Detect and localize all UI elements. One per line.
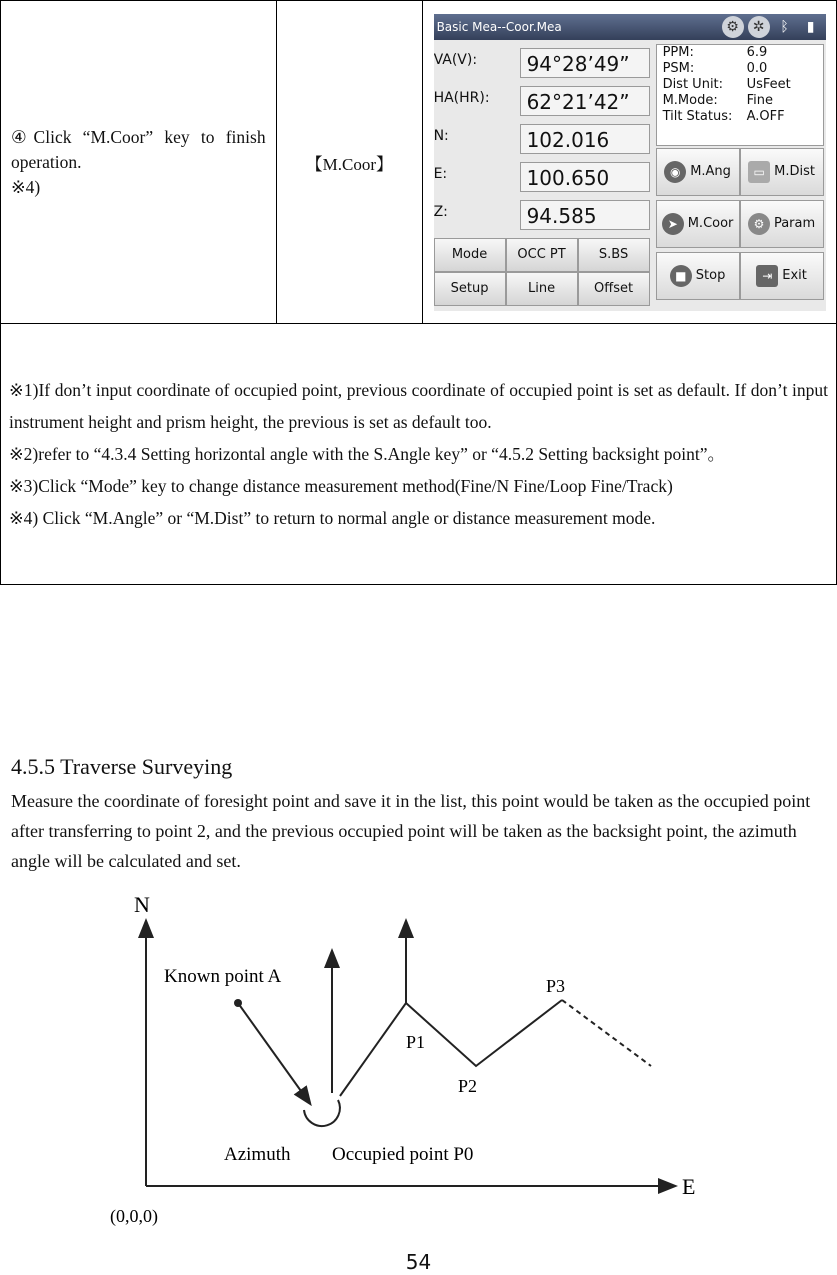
z-value: 94.585 xyxy=(520,200,650,230)
stop-label: Stop xyxy=(695,268,726,283)
known-point-label: Known point A xyxy=(164,966,282,987)
traverse-diagram xyxy=(106,888,706,1233)
offset-button[interactable]: Offset xyxy=(578,272,650,306)
info-value: Fine xyxy=(746,92,773,108)
azimuth-label: Azimuth xyxy=(224,1144,291,1165)
section-paragraph: Measure the coordinate of foresight point and save it in the list, this point would be taken as the occupied point after transferring to point 2, and the previous occupied point will be taken as the backsight point, the azimuth angle will be calculated and set. xyxy=(11,791,811,871)
notes-cell xyxy=(1,324,837,585)
info-value: 6.9 xyxy=(746,44,768,60)
mode-button[interactable]: Mode xyxy=(434,238,506,272)
key-cell xyxy=(276,1,423,324)
exit-icon: ⇥ xyxy=(756,265,778,287)
traverse-path xyxy=(340,1000,562,1096)
ha-label: HA(HR): xyxy=(433,89,490,106)
m-ang-button[interactable] xyxy=(656,148,740,196)
gear-icon[interactable]: ⚙ xyxy=(722,16,744,38)
m-coor-button[interactable] xyxy=(656,200,740,248)
step-note: ※4) xyxy=(11,176,41,197)
exit-label: Exit xyxy=(782,268,807,283)
battery-icon: ▮ xyxy=(806,18,815,35)
section-heading: 4.5.5 Traverse Surveying xyxy=(11,754,233,779)
bluetooth-icon[interactable]: ᛒ xyxy=(780,18,789,35)
step-cell xyxy=(1,1,277,324)
stop-button[interactable] xyxy=(656,252,740,300)
info-key: PPM: xyxy=(662,44,694,60)
settings-icon[interactable]: ✲ xyxy=(748,16,770,38)
azimuth-arc xyxy=(304,1100,340,1126)
z-label: Z: xyxy=(433,203,448,220)
ha-value: 62°21’42” xyxy=(520,86,650,116)
occupied-point-label: Occupied point P0 xyxy=(332,1144,474,1165)
key-label: 【M.Coor】 xyxy=(305,154,394,174)
exit-button[interactable] xyxy=(740,252,824,300)
backsight-line xyxy=(238,1003,306,1098)
e-value: 100.650 xyxy=(520,162,650,192)
s-bs-button[interactable]: S.BS xyxy=(578,238,650,272)
info-value: UsFeet xyxy=(746,76,791,92)
param-icon: ⚙ xyxy=(748,213,770,235)
info-key: Tilt Status: xyxy=(662,108,733,124)
next-leg-dashed xyxy=(562,1000,651,1066)
distance-icon: ▭ xyxy=(748,161,770,183)
info-key: PSM: xyxy=(662,60,695,76)
p1-label: P1 xyxy=(406,1032,426,1052)
p3-label: P3 xyxy=(546,976,566,996)
info-value: 0.0 xyxy=(746,60,768,76)
param-button[interactable] xyxy=(740,200,824,248)
occ-pt-button[interactable]: OCC PT xyxy=(506,238,578,272)
step-text: ④Click “M.Coor” key to finish operation. xyxy=(11,126,266,172)
p2-label: P2 xyxy=(458,1076,478,1096)
title-bar xyxy=(434,14,826,40)
info-key: M.Mode: xyxy=(662,92,718,108)
m-dist-button[interactable] xyxy=(740,148,824,196)
angle-icon: ◉ xyxy=(664,161,686,183)
stop-icon: ■ xyxy=(670,265,692,287)
setup-button[interactable]: Setup xyxy=(434,272,506,306)
coordinate-icon: ➤ xyxy=(662,213,684,235)
e-label: E: xyxy=(433,165,448,182)
origin-label: (0,0,0) xyxy=(110,1206,158,1226)
va-label: VA(V): xyxy=(433,51,478,68)
page-number: 54 xyxy=(405,1250,432,1274)
m-ang-label: M.Ang xyxy=(690,164,731,179)
n-axis-label: N xyxy=(134,892,150,917)
info-key: Dist Unit: xyxy=(662,76,724,92)
e-axis-label: E xyxy=(682,1174,696,1199)
note-1: ※1)If don’t input coordinate of occupied point, previous coordinate of occupied point is set as default. If don’t input instrument height and prism height, the previous is set as default too. xyxy=(9,380,828,432)
screen-title: Basic Mea--Coor.Mea xyxy=(436,19,562,34)
screenshot-cell xyxy=(423,1,837,324)
procedure-table xyxy=(0,0,837,585)
m-dist-label: M.Dist xyxy=(774,164,815,179)
device-screen xyxy=(434,14,826,311)
m-coor-label: M.Coor xyxy=(687,216,734,231)
note-4: ※4) Click “M.Angle” or “M.Dist” to return to normal angle or distance measurement mode. xyxy=(9,508,656,528)
note-2: ※2)refer to “4.3.4 Setting horizontal angle with the S.Angle key” or “4.5.2 Setting backsight point”。 xyxy=(9,444,725,464)
info-value: A.OFF xyxy=(746,108,785,124)
n-value: 102.016 xyxy=(520,124,650,154)
va-value: 94°28’49” xyxy=(520,48,650,78)
line-button[interactable]: Line xyxy=(506,272,578,306)
info-panel xyxy=(656,44,824,146)
n-label: N: xyxy=(433,127,449,144)
note-3: ※3)Click “Mode” key to change distance measurement method(Fine/N Fine/Loop Fine/Track) xyxy=(9,476,673,496)
param-label: Param xyxy=(773,216,816,231)
